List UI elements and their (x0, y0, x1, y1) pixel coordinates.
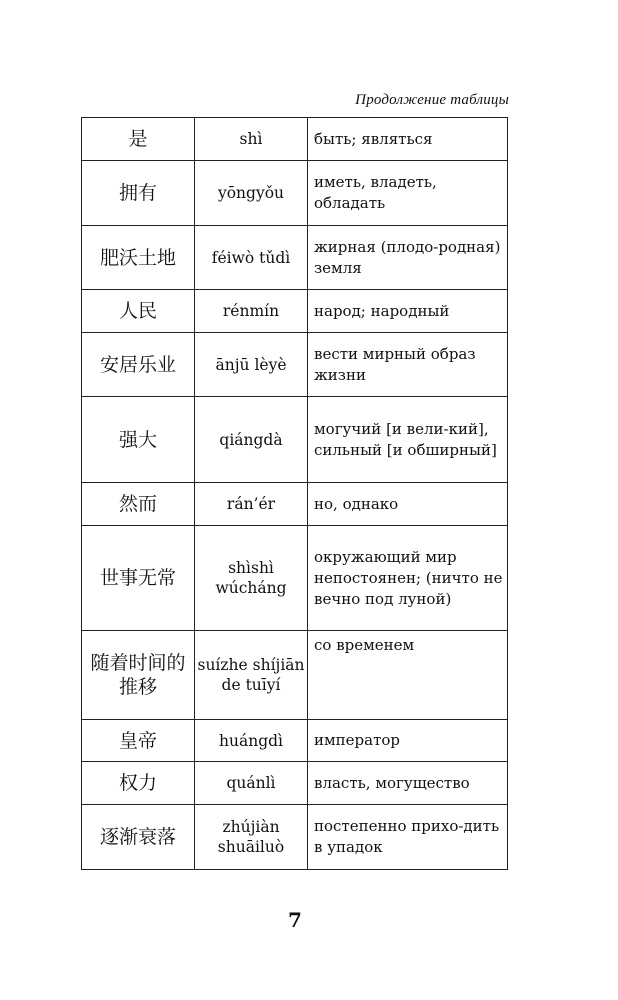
pinyin-cell: suízhe shíjiān de tuīyí (195, 631, 308, 720)
table-row (82, 397, 508, 483)
pinyin-cell: shìshì wúcháng (195, 526, 308, 631)
translation-cell: со временем (308, 631, 508, 720)
hanzi-cell: 然而 (82, 483, 195, 526)
translation-cell: вести мирный образ жизни (308, 333, 508, 397)
hanzi-cell: 权力 (82, 762, 195, 805)
translation-cell: император (308, 720, 508, 762)
table-row (82, 805, 508, 870)
pinyin-cell: yōngyǒu (195, 161, 308, 226)
hanzi-cell: 肥沃土地 (82, 226, 195, 290)
translation-cell: окружающий мир непостоянен; (ничто не вечно под луной) (308, 526, 508, 631)
hanzi-cell: 拥有 (82, 161, 195, 226)
vocabulary-table (81, 117, 508, 870)
pinyin-cell: huángdì (195, 720, 308, 762)
hanzi-cell: 逐渐衰落 (82, 805, 195, 870)
hanzi-cell: 随着时间的推移 (82, 631, 195, 720)
translation-cell: народ; народный (308, 290, 508, 333)
hanzi-cell: 安居乐业 (82, 333, 195, 397)
translation-cell: иметь, владеть, обладать (308, 161, 508, 226)
hanzi-cell: 皇帝 (82, 720, 195, 762)
translation-cell: могучий [и вели-кий], сильный [и обширный] (308, 397, 508, 483)
hanzi-cell: 强大 (82, 397, 195, 483)
pinyin-cell: rénmín (195, 290, 308, 333)
table-row (82, 720, 508, 762)
translation-cell: постепенно прихо-дить в упадок (308, 805, 508, 870)
table-row (82, 118, 508, 161)
pinyin-cell: féiwò tǔdì (195, 226, 308, 290)
table-row (82, 333, 508, 397)
translation-cell: быть; являться (308, 118, 508, 161)
pinyin-cell: qiángdà (195, 397, 308, 483)
pinyin-cell: ānjū lèyè (195, 333, 308, 397)
table-row (82, 483, 508, 526)
pinyin-cell: rán’ér (195, 483, 308, 526)
hanzi-cell: 世事无常 (82, 526, 195, 631)
table-row (82, 226, 508, 290)
pinyin-cell: quánlì (195, 762, 308, 805)
translation-cell: власть, могущество (308, 762, 508, 805)
table-row (82, 161, 508, 226)
translation-cell: но, однако (308, 483, 508, 526)
table-row (82, 631, 508, 720)
table-row (82, 762, 508, 805)
translation-cell: жирная (плодо-родная) земля (308, 226, 508, 290)
pinyin-cell: zhújiàn shuāiluò (195, 805, 308, 870)
table-row (82, 526, 508, 631)
table-row (82, 290, 508, 333)
table-continuation-caption: Продолжение таблицы (355, 92, 509, 108)
page-number: 7 (288, 908, 302, 932)
hanzi-cell: 人民 (82, 290, 195, 333)
pinyin-cell: shì (195, 118, 308, 161)
hanzi-cell: 是 (82, 118, 195, 161)
